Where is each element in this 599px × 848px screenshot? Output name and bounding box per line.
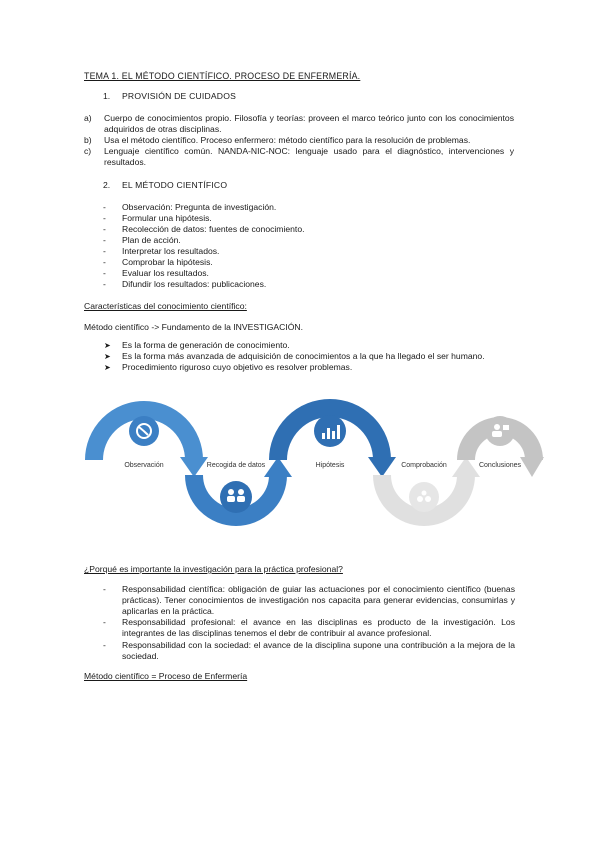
dash-bullet: - [103,246,106,256]
section2-heading: EL MÉTODO CIENTÍFICO [122,180,228,190]
dash-bullet: - [103,268,106,278]
item-label: - [103,617,106,627]
conclusion-line: Método científico = Proceso de Enfermería [84,671,248,681]
method-step: Recolección de datos: fuentes de conocimiento. [122,224,305,234]
item-text: Usa el método científico. Proceso enfermero: método científico para la resolución de problemas. [104,135,471,145]
item-label: - [103,584,106,594]
page-title: TEMA 1. EL MÉTODO CIENTÍFICO. PROCESO DE ENFERMERÍA. [84,71,361,81]
method-step: Interpretar los resultados. [122,246,220,256]
dash-bullet: - [103,235,106,245]
dash-bullet: - [103,257,106,267]
section2-number: 2. [103,180,111,190]
characteristic-item: Procedimiento riguroso cuyo objetivo es resolver problemas. [122,362,353,372]
item-label: b) [84,135,92,145]
item-text: Lenguaje científico común. NANDA-NIC-NOC: lenguaje usado para el diagnóstico, intervenciones y resultados. [104,146,514,167]
method-step: Evaluar los resultados. [122,268,209,278]
diagram-label-recogida: Recogida de datos [206,462,266,469]
bar-chart-icon [314,415,346,447]
arrow-down-icon [368,457,396,477]
importance-item [103,584,515,617]
item-text: Responsabilidad con la sociedad: el avance de la disciplina supone una contribución a la mejora de la sociedad. [122,640,515,661]
dash-bullet: - [103,224,106,234]
dash-bullet: - [103,213,106,223]
molecule-icon [409,482,439,512]
item-text: Responsabilidad científica: obligación de guiar las actuaciones por el conocimiento científico (buenas prácticas). Tener conocimientos de investigación nos capacita para generar evidencias, consumirlas y aplicarlas en la práctica. [122,584,515,616]
arrow-down-icon [520,457,544,477]
arrow-bullet-icon: ➤ [104,352,111,361]
arrow-down-icon [180,457,208,477]
section1-number: 1. [103,91,111,101]
diagram-label-comprobacion: Comprobación [401,462,447,469]
section1-heading: PROVISIÓN DE CUIDADOS [122,91,237,101]
item-label: - [103,640,106,650]
arrow-bullet-icon: ➤ [104,341,111,350]
characteristic-item: Es la forma más avanzada de adquisición de conocimientos a la que ha llegado el ser humano. [122,351,485,361]
method-step: Difundir los resultados: publicaciones. [122,279,267,289]
diagram-label-observacion: Observación [124,462,164,469]
globe-icon [129,416,159,446]
importance-heading: ¿Porqué es importante la investigación para la práctica profesional? [84,564,343,574]
method-step: Observación: Pregunta de investigación. [122,202,277,212]
dash-bullet: - [103,202,106,212]
item-text: Cuerpo de conocimientos propio. Filosofía y teorías: proveen el marco teórico junto con los conocimientos adquiridos de otras disciplinas. [104,113,514,134]
scientific-method-diagram [84,385,544,545]
people-icon [220,481,252,513]
item-label: a) [84,113,92,123]
importance-item [103,640,515,662]
arrow-bullet-icon: ➤ [104,363,111,372]
method-step: Plan de acción. [122,235,181,245]
dash-bullet: - [103,279,106,289]
method-step: Comprobar la hipótesis. [122,257,213,267]
section1-item-c [84,146,514,168]
section1-item-b [84,135,514,146]
person-presenting-icon [485,416,515,446]
diagram-label-conclusiones: Conclusiones [478,462,522,469]
diagram-label-hipotesis: Hipótesis [315,462,345,469]
item-text: Responsabilidad profesional: el avance en las disciplinas es producto de la investigación. Los integrantes de las disciplinas tenemos el debr de contribuir al avance profesional. [122,617,515,638]
characteristics-intro: Método científico -> Fundamento de la INVESTIGACIÓN. [84,322,303,332]
characteristic-item: Es la forma de generación de conocimiento. [122,340,290,350]
characteristics-heading: Características del conocimiento científico: [84,301,247,311]
method-step: Formular una hipótesis. [122,213,212,223]
section1-item-a [84,113,514,135]
item-label: c) [84,146,92,156]
importance-item [103,617,515,639]
